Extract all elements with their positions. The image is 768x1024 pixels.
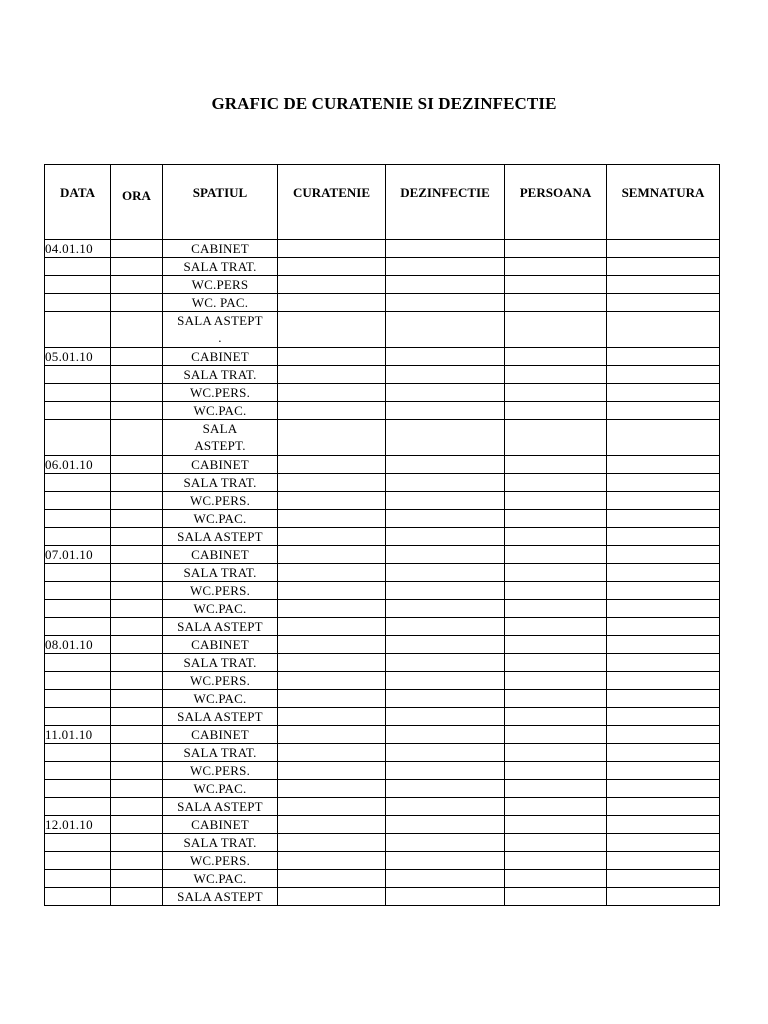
- header-spatiul: SPATIUL: [163, 165, 278, 240]
- dezinfectie-cell[interactable]: [386, 312, 505, 348]
- ora-cell[interactable]: [111, 672, 163, 690]
- persoana-cell[interactable]: [505, 708, 607, 726]
- curatenie-cell[interactable]: [278, 780, 386, 798]
- persoana-cell[interactable]: [505, 762, 607, 780]
- space-cell: SALA ASTEPT: [163, 798, 278, 816]
- table-row: [45, 582, 720, 600]
- table-row: [45, 384, 720, 402]
- space-cell: SALA TRAT.: [163, 744, 278, 762]
- persoana-cell[interactable]: [505, 690, 607, 708]
- table-row: [45, 312, 720, 348]
- persoana-cell[interactable]: [505, 258, 607, 276]
- curatenie-cell[interactable]: [278, 870, 386, 888]
- curatenie-cell[interactable]: [278, 312, 386, 348]
- persoana-cell[interactable]: [505, 528, 607, 546]
- space-cell: SALA ASTEPT.: [163, 420, 278, 456]
- date-cell: 05.01.10: [45, 348, 111, 366]
- date-cell: 12.01.10: [45, 816, 111, 834]
- table-row: [45, 294, 720, 312]
- persoana-cell[interactable]: [505, 474, 607, 492]
- document-title: GRAFIC DE CURATENIE SI DEZINFECTIE: [211, 94, 557, 113]
- table-row: [45, 636, 720, 654]
- persoana-cell[interactable]: [505, 402, 607, 420]
- table-row: [45, 762, 720, 780]
- curatenie-cell[interactable]: [278, 258, 386, 276]
- curatenie-cell[interactable]: [278, 852, 386, 870]
- dezinfectie-cell[interactable]: [386, 618, 505, 636]
- curatenie-cell[interactable]: [278, 492, 386, 510]
- curatenie-cell[interactable]: [278, 474, 386, 492]
- ora-cell[interactable]: [111, 474, 163, 492]
- ora-cell[interactable]: [111, 528, 163, 546]
- dezinfectie-cell[interactable]: [386, 852, 505, 870]
- space-cell: SALA ASTEPT: [163, 888, 278, 906]
- curatenie-cell[interactable]: [278, 636, 386, 654]
- curatenie-cell[interactable]: [278, 366, 386, 384]
- dezinfectie-cell[interactable]: [386, 546, 505, 564]
- curatenie-cell[interactable]: [278, 510, 386, 528]
- space-cell: WC.PAC.: [163, 690, 278, 708]
- table-header-row: [45, 165, 720, 240]
- header-persoana: PERSOANA: [505, 165, 607, 240]
- persoana-cell[interactable]: [505, 816, 607, 834]
- table-row: [45, 852, 720, 870]
- curatenie-cell[interactable]: [278, 402, 386, 420]
- date-cell: [45, 780, 111, 798]
- date-cell: [45, 600, 111, 618]
- table-row: [45, 366, 720, 384]
- curatenie-cell[interactable]: [278, 420, 386, 456]
- space-cell: SALA ASTEPT: [163, 708, 278, 726]
- dezinfectie-cell[interactable]: [386, 798, 505, 816]
- space-cell: WC.PAC.: [163, 870, 278, 888]
- table-row: [45, 618, 720, 636]
- space-cell: CABINET: [163, 816, 278, 834]
- ora-cell[interactable]: [111, 294, 163, 312]
- space-cell: CABINET: [163, 348, 278, 366]
- date-cell: 07.01.10: [45, 546, 111, 564]
- date-cell: 08.01.10: [45, 636, 111, 654]
- date-cell: [45, 510, 111, 528]
- space-cell: WC.PAC.: [163, 402, 278, 420]
- table-row: [45, 834, 720, 852]
- date-cell: [45, 474, 111, 492]
- date-cell: [45, 384, 111, 402]
- semnatura-cell[interactable]: [607, 636, 720, 654]
- date-cell: [45, 618, 111, 636]
- ora-cell[interactable]: [111, 708, 163, 726]
- persoana-cell[interactable]: [505, 276, 607, 294]
- curatenie-cell[interactable]: [278, 618, 386, 636]
- dezinfectie-cell[interactable]: [386, 366, 505, 384]
- curatenie-cell[interactable]: [278, 600, 386, 618]
- semnatura-cell[interactable]: [607, 888, 720, 906]
- date-cell: [45, 708, 111, 726]
- date-cell: [45, 528, 111, 546]
- ora-cell[interactable]: [111, 870, 163, 888]
- ora-cell[interactable]: [111, 564, 163, 582]
- dezinfectie-cell[interactable]: [386, 690, 505, 708]
- persoana-cell[interactable]: [505, 312, 607, 348]
- semnatura-cell[interactable]: [607, 510, 720, 528]
- persoana-cell[interactable]: [505, 780, 607, 798]
- semnatura-cell[interactable]: [607, 402, 720, 420]
- semnatura-cell[interactable]: [607, 672, 720, 690]
- dezinfectie-cell[interactable]: [386, 564, 505, 582]
- space-cell: SALA TRAT.: [163, 564, 278, 582]
- curatenie-cell[interactable]: [278, 546, 386, 564]
- space-cell: WC.PERS.: [163, 762, 278, 780]
- table-row: [45, 726, 720, 744]
- curatenie-cell[interactable]: [278, 708, 386, 726]
- date-cell: 11.01.10: [45, 726, 111, 744]
- ora-cell[interactable]: [111, 600, 163, 618]
- space-cell: CABINET: [163, 240, 278, 258]
- curatenie-cell[interactable]: [278, 834, 386, 852]
- ora-cell[interactable]: [111, 546, 163, 564]
- semnatura-cell[interactable]: [607, 240, 720, 258]
- dezinfectie-cell[interactable]: [386, 492, 505, 510]
- date-cell: [45, 888, 111, 906]
- space-cell: CABINET: [163, 456, 278, 474]
- date-cell: [45, 744, 111, 762]
- table-row: [45, 348, 720, 366]
- table-row: [45, 474, 720, 492]
- table-row: [45, 420, 720, 456]
- space-cell: SALA ASTEPT: [163, 618, 278, 636]
- ora-cell[interactable]: [111, 366, 163, 384]
- date-cell: 04.01.10: [45, 240, 111, 258]
- dezinfectie-cell[interactable]: [386, 672, 505, 690]
- semnatura-cell[interactable]: [607, 744, 720, 762]
- persoana-cell[interactable]: [505, 492, 607, 510]
- curatenie-cell[interactable]: [278, 762, 386, 780]
- dezinfectie-cell[interactable]: [386, 870, 505, 888]
- header-semnatura: SEMNATURA: [607, 165, 720, 240]
- persoana-cell[interactable]: [505, 420, 607, 456]
- persoana-cell[interactable]: [505, 870, 607, 888]
- table-row: [45, 690, 720, 708]
- semnatura-cell[interactable]: [607, 348, 720, 366]
- persoana-cell[interactable]: [505, 744, 607, 762]
- cleaning-schedule-table: [44, 164, 720, 906]
- table-row: [45, 600, 720, 618]
- semnatura-cell[interactable]: [607, 546, 720, 564]
- date-cell: [45, 492, 111, 510]
- curatenie-cell[interactable]: [278, 798, 386, 816]
- table-row: [45, 672, 720, 690]
- ora-cell[interactable]: [111, 798, 163, 816]
- date-cell: [45, 834, 111, 852]
- table-row: [45, 492, 720, 510]
- curatenie-cell[interactable]: [278, 672, 386, 690]
- ora-cell[interactable]: [111, 852, 163, 870]
- semnatura-cell[interactable]: [607, 708, 720, 726]
- table-row: [45, 402, 720, 420]
- persoana-cell[interactable]: [505, 510, 607, 528]
- table-row: [45, 780, 720, 798]
- semnatura-cell[interactable]: [607, 528, 720, 546]
- ora-cell[interactable]: [111, 654, 163, 672]
- ora-cell[interactable]: [111, 618, 163, 636]
- dezinfectie-cell[interactable]: [386, 348, 505, 366]
- space-cell: WC.PERS.: [163, 852, 278, 870]
- semnatura-cell[interactable]: [607, 582, 720, 600]
- persoana-cell[interactable]: [505, 636, 607, 654]
- space-cell: SALA TRAT.: [163, 654, 278, 672]
- space-cell: CABINET: [163, 546, 278, 564]
- persoana-cell[interactable]: [505, 618, 607, 636]
- curatenie-cell[interactable]: [278, 654, 386, 672]
- ora-cell[interactable]: [111, 384, 163, 402]
- dezinfectie-cell[interactable]: [386, 420, 505, 456]
- semnatura-cell[interactable]: [607, 870, 720, 888]
- persoana-cell[interactable]: [505, 582, 607, 600]
- curatenie-cell[interactable]: [278, 888, 386, 906]
- dezinfectie-cell[interactable]: [386, 708, 505, 726]
- table-row: [45, 546, 720, 564]
- space-cell: WC.PERS.: [163, 492, 278, 510]
- date-cell: [45, 294, 111, 312]
- dezinfectie-cell[interactable]: [386, 888, 505, 906]
- date-cell: [45, 564, 111, 582]
- curatenie-cell[interactable]: [278, 528, 386, 546]
- ora-cell[interactable]: [111, 276, 163, 294]
- space-cell: WC.PAC.: [163, 780, 278, 798]
- date-cell: [45, 402, 111, 420]
- semnatura-cell[interactable]: [607, 780, 720, 798]
- semnatura-cell[interactable]: [607, 816, 720, 834]
- dezinfectie-cell[interactable]: [386, 402, 505, 420]
- semnatura-cell[interactable]: [607, 762, 720, 780]
- date-cell: [45, 690, 111, 708]
- ora-cell[interactable]: [111, 888, 163, 906]
- space-cell: WC.PERS.: [163, 582, 278, 600]
- curatenie-cell[interactable]: [278, 744, 386, 762]
- persoana-cell[interactable]: [505, 852, 607, 870]
- semnatura-cell[interactable]: [607, 654, 720, 672]
- semnatura-cell[interactable]: [607, 564, 720, 582]
- semnatura-cell[interactable]: [607, 366, 720, 384]
- ora-cell[interactable]: [111, 834, 163, 852]
- date-cell: [45, 258, 111, 276]
- dezinfectie-cell[interactable]: [386, 474, 505, 492]
- space-cell: SALA TRAT.: [163, 366, 278, 384]
- date-cell: [45, 852, 111, 870]
- date-cell: [45, 672, 111, 690]
- dezinfectie-cell[interactable]: [386, 240, 505, 258]
- ora-cell[interactable]: [111, 510, 163, 528]
- persoana-cell[interactable]: [505, 546, 607, 564]
- table-row: [45, 528, 720, 546]
- curatenie-cell[interactable]: [278, 456, 386, 474]
- curatenie-cell[interactable]: [278, 726, 386, 744]
- persoana-cell[interactable]: [505, 294, 607, 312]
- table-row: [45, 744, 720, 762]
- persoana-cell[interactable]: [505, 456, 607, 474]
- persoana-cell[interactable]: [505, 384, 607, 402]
- curatenie-cell[interactable]: [278, 240, 386, 258]
- table-row: [45, 258, 720, 276]
- date-cell: [45, 276, 111, 294]
- ora-cell[interactable]: [111, 744, 163, 762]
- space-cell: SALA ASTEPT: [163, 528, 278, 546]
- ora-cell[interactable]: [111, 816, 163, 834]
- semnatura-cell[interactable]: [607, 312, 720, 348]
- date-cell: [45, 870, 111, 888]
- space-cell: WC.PERS: [163, 276, 278, 294]
- ora-cell[interactable]: [111, 690, 163, 708]
- dezinfectie-cell[interactable]: [386, 834, 505, 852]
- date-cell: [45, 420, 111, 456]
- dezinfectie-cell[interactable]: [386, 726, 505, 744]
- persoana-cell[interactable]: [505, 798, 607, 816]
- dezinfectie-cell[interactable]: [386, 276, 505, 294]
- ora-cell[interactable]: [111, 456, 163, 474]
- curatenie-cell[interactable]: [278, 294, 386, 312]
- semnatura-cell[interactable]: [607, 294, 720, 312]
- semnatura-cell[interactable]: [607, 618, 720, 636]
- persoana-cell[interactable]: [505, 600, 607, 618]
- space-cell: WC.PAC.: [163, 510, 278, 528]
- curatenie-cell[interactable]: [278, 816, 386, 834]
- semnatura-cell[interactable]: [607, 384, 720, 402]
- date-cell: [45, 762, 111, 780]
- dezinfectie-cell[interactable]: [386, 510, 505, 528]
- dezinfectie-cell[interactable]: [386, 762, 505, 780]
- persoana-cell[interactable]: [505, 672, 607, 690]
- dezinfectie-cell[interactable]: [386, 600, 505, 618]
- ora-cell[interactable]: [111, 726, 163, 744]
- semnatura-cell[interactable]: [607, 726, 720, 744]
- persoana-cell[interactable]: [505, 654, 607, 672]
- persoana-cell[interactable]: [505, 888, 607, 906]
- ora-cell[interactable]: [111, 636, 163, 654]
- ora-cell[interactable]: [111, 762, 163, 780]
- semnatura-cell[interactable]: [607, 276, 720, 294]
- date-cell: [45, 582, 111, 600]
- dezinfectie-cell[interactable]: [386, 582, 505, 600]
- table-row: [45, 870, 720, 888]
- table-row: [45, 564, 720, 582]
- date-cell: [45, 798, 111, 816]
- space-cell: CABINET: [163, 636, 278, 654]
- dezinfectie-cell[interactable]: [386, 780, 505, 798]
- curatenie-cell[interactable]: [278, 690, 386, 708]
- ora-cell[interactable]: [111, 312, 163, 348]
- persoana-cell[interactable]: [505, 366, 607, 384]
- ora-cell[interactable]: [111, 780, 163, 798]
- header-dezinfectie: DEZINFECTIE: [386, 165, 505, 240]
- semnatura-cell[interactable]: [607, 798, 720, 816]
- semnatura-cell[interactable]: [607, 492, 720, 510]
- curatenie-cell[interactable]: [278, 276, 386, 294]
- space-cell: SALA TRAT.: [163, 258, 278, 276]
- table-row: [45, 510, 720, 528]
- semnatura-cell[interactable]: [607, 852, 720, 870]
- persoana-cell[interactable]: [505, 564, 607, 582]
- ora-cell[interactable]: [111, 348, 163, 366]
- header-data: DATA: [45, 165, 111, 240]
- space-cell: CABINET: [163, 726, 278, 744]
- space-cell: SALA TRAT.: [163, 474, 278, 492]
- persoana-cell[interactable]: [505, 834, 607, 852]
- persoana-cell[interactable]: [505, 348, 607, 366]
- curatenie-cell[interactable]: [278, 348, 386, 366]
- space-cell: SALA TRAT.: [163, 834, 278, 852]
- semnatura-cell[interactable]: [607, 474, 720, 492]
- dezinfectie-cell[interactable]: [386, 816, 505, 834]
- table-row: [45, 456, 720, 474]
- date-cell: [45, 312, 111, 348]
- table-row: [45, 708, 720, 726]
- ora-cell[interactable]: [111, 402, 163, 420]
- date-cell: [45, 654, 111, 672]
- ora-cell[interactable]: [111, 240, 163, 258]
- space-cell: WC.PERS.: [163, 672, 278, 690]
- semnatura-cell[interactable]: [607, 456, 720, 474]
- semnatura-cell[interactable]: [607, 600, 720, 618]
- table-row: [45, 816, 720, 834]
- curatenie-cell[interactable]: [278, 564, 386, 582]
- persoana-cell[interactable]: [505, 726, 607, 744]
- dezinfectie-cell[interactable]: [386, 384, 505, 402]
- dezinfectie-cell[interactable]: [386, 636, 505, 654]
- persoana-cell[interactable]: [505, 240, 607, 258]
- semnatura-cell[interactable]: [607, 690, 720, 708]
- curatenie-cell[interactable]: [278, 582, 386, 600]
- dezinfectie-cell[interactable]: [386, 744, 505, 762]
- space-cell: WC.PAC.: [163, 600, 278, 618]
- dezinfectie-cell[interactable]: [386, 294, 505, 312]
- header-curatenie: CURATENIE: [278, 165, 386, 240]
- semnatura-cell[interactable]: [607, 258, 720, 276]
- semnatura-cell[interactable]: [607, 420, 720, 456]
- dezinfectie-cell[interactable]: [386, 456, 505, 474]
- table-row: [45, 240, 720, 258]
- ora-cell[interactable]: [111, 492, 163, 510]
- semnatura-cell[interactable]: [607, 834, 720, 852]
- curatenie-cell[interactable]: [278, 384, 386, 402]
- space-cell: WC. PAC.: [163, 294, 278, 312]
- table-row: [45, 654, 720, 672]
- table-row: [45, 888, 720, 906]
- date-cell: 06.01.10: [45, 456, 111, 474]
- ora-cell[interactable]: [111, 582, 163, 600]
- table-row: [45, 276, 720, 294]
- table-row: [45, 798, 720, 816]
- ora-cell[interactable]: [111, 258, 163, 276]
- space-cell: WC.PERS.: [163, 384, 278, 402]
- ora-cell[interactable]: [111, 420, 163, 456]
- dezinfectie-cell[interactable]: [386, 258, 505, 276]
- date-cell: [45, 366, 111, 384]
- header-ora: ORA: [111, 165, 163, 240]
- dezinfectie-cell[interactable]: [386, 654, 505, 672]
- dezinfectie-cell[interactable]: [386, 528, 505, 546]
- space-cell: SALA ASTEPT .: [163, 312, 278, 348]
